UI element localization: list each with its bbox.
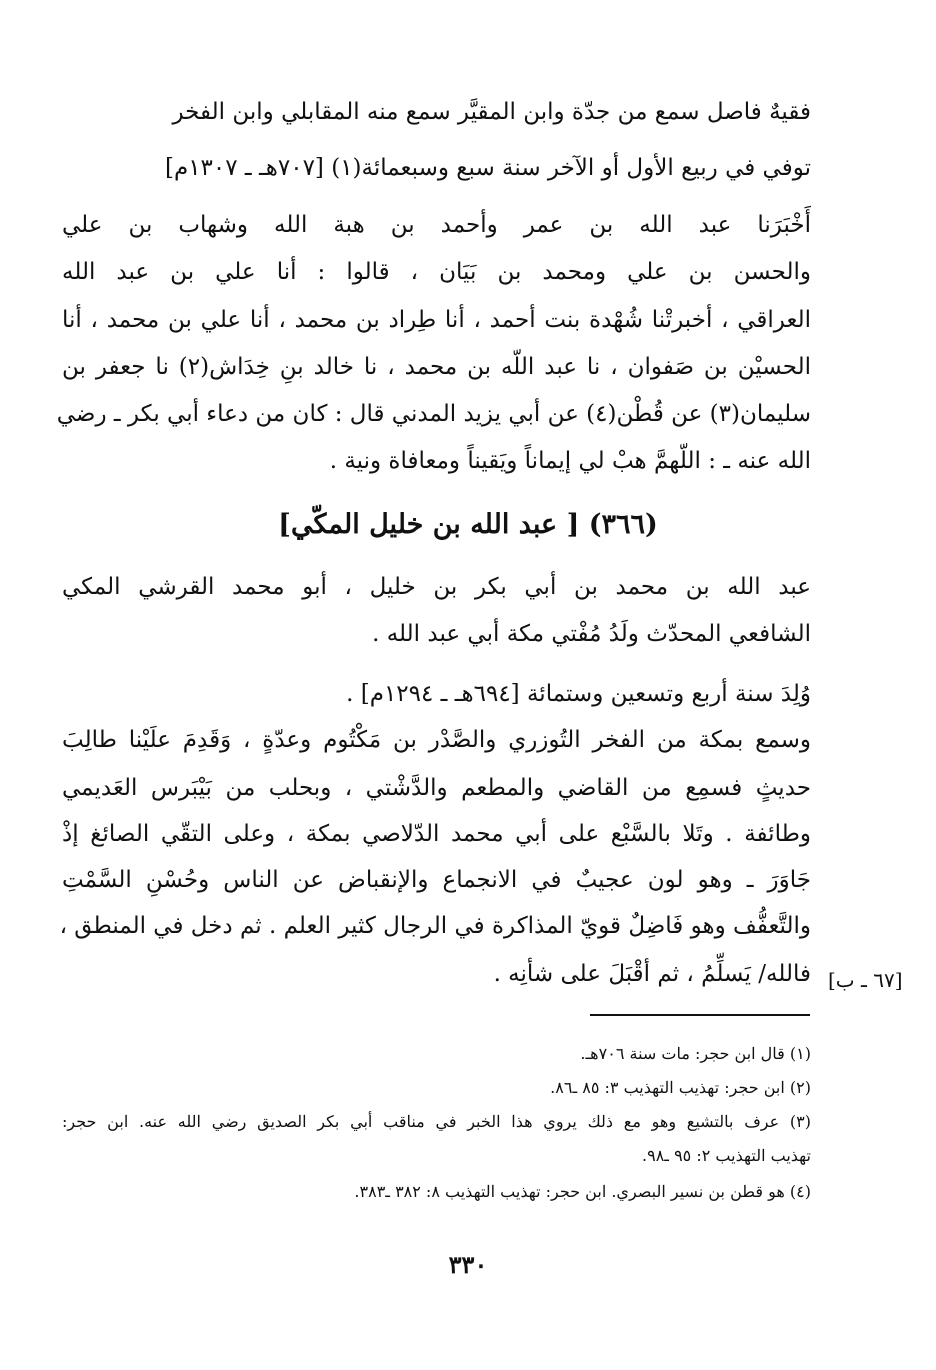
text-line: الحسيْن بن صَفوان ، نا عبد اللّه بن محمد ، نا خالد بنِ خِدَاش(٢) نا جعفر بن [62,354,811,380]
footnote: (١) قال ابن حجر: مات سنة ٧٠٦هـ. [580,1044,811,1063]
footnote: (٢) ابن حجر: تهذيب التهذيب ٣: ٨٥ ـ٨٦. [550,1078,811,1097]
text-line: العراقي ، أخبرتْنا شُهْدة بنت أحمد ، أنا طِراد بن محمد ، أنا علي بن محمد ، أنا [62,307,811,333]
footnote-divider [590,1014,810,1016]
text-line: والحسن بن علي ومحمد بن بَيَان ، قالوا : أنا علي بن عبد الله [62,259,811,285]
text-line: الشافعي المحدّث ولَدُ مُفْتي مكة أبي عبد الله . [372,621,811,647]
text-line: سليمان(٣) عن قُطْن(٤) عن أبي يزيد المدني قال : كان من دعاء أبي بكر ـ رضي [56,401,811,427]
text-line: أَخْبَرَنا عبد الله بن عمر وأحمد بن هبة الله وشهاب بن علي [62,212,811,238]
text-line: عبد الله بن محمد بن أبي بكر بن خليل ، أبو محمد القرشي المكي [62,574,811,600]
text-line: والتَّعفُّف وهو فَاضِلٌ قويّ المذاكرة في الرجال كثير العلم . ثم دخل في المنطق ، [59,913,811,939]
footnote: (٣) عرف بالتشيع وهو مع ذلك يروي هذا الخبر في مناقب أبي بكر الصديق رضي الله عنه. ابن حجر: [62,1112,811,1131]
footnote: تهذيب التهذيب ٢: ٩٥ ـ٩٨. [642,1146,811,1165]
text-line: وطائفة . وتَلا بالسَّبْع على أبي محمد الدّلاصي بمكة ، وعلى التقّي الصائغ إذْ [62,821,811,847]
text-line: جَاوَرَ ـ وهو لون عجيبٌ في الانجماع والإنقباض عن الناس وحُسْنِ السَّمْتِ [62,867,811,893]
text-line: فالله/ يَسلِّمُ ، ثم أقْبَلَ على شأنِه . [493,961,811,987]
text-line: فقيهٌ فاصل سمع من جدّة وابن المقيَّر سمع منه المقابلي وابن الفخر [172,99,811,125]
text-line: حديثٍ فسمِع من القاضي والمطعم والدَّشْتي ، وبحلب من بَيْبَرس العَديمي [62,775,811,801]
page-number: ٣٣٠ [448,1250,488,1279]
text-line: توفي في ربيع الأول أو الآخر سنة سبع وسبعمائة(١) [٧٠٧هـ ـ ١٣٠٧م] [164,155,811,181]
text-line: وُلِدَ سنة أربع وتسعين وستمائة [٦٩٤هـ ـ ١٢٩٤م] . [346,681,811,707]
margin-folio-note: [٦٧ ـ ب] [828,968,903,992]
text-line: الله عنه ـ : اللّهمَّ هبْ لي إيماناً ويَقيناً ومعافاة ونية . [329,448,811,474]
section-heading: (٣٦٦) [ عبد الله بن خليل المكّي] [278,509,658,540]
footnote: (٤) هو قطن بن نسير البصري. ابن حجر: تهذيب التهذيب ٨: ٣٨٢ ـ٣٨٣. [354,1182,811,1201]
text-line: وسمع بمكة من الفخر التُوزري والصَّدْر بن مَكْتُوم وعدّةٍ ، وَقَدِمَ علَيْنا طالِبَ [62,727,811,753]
